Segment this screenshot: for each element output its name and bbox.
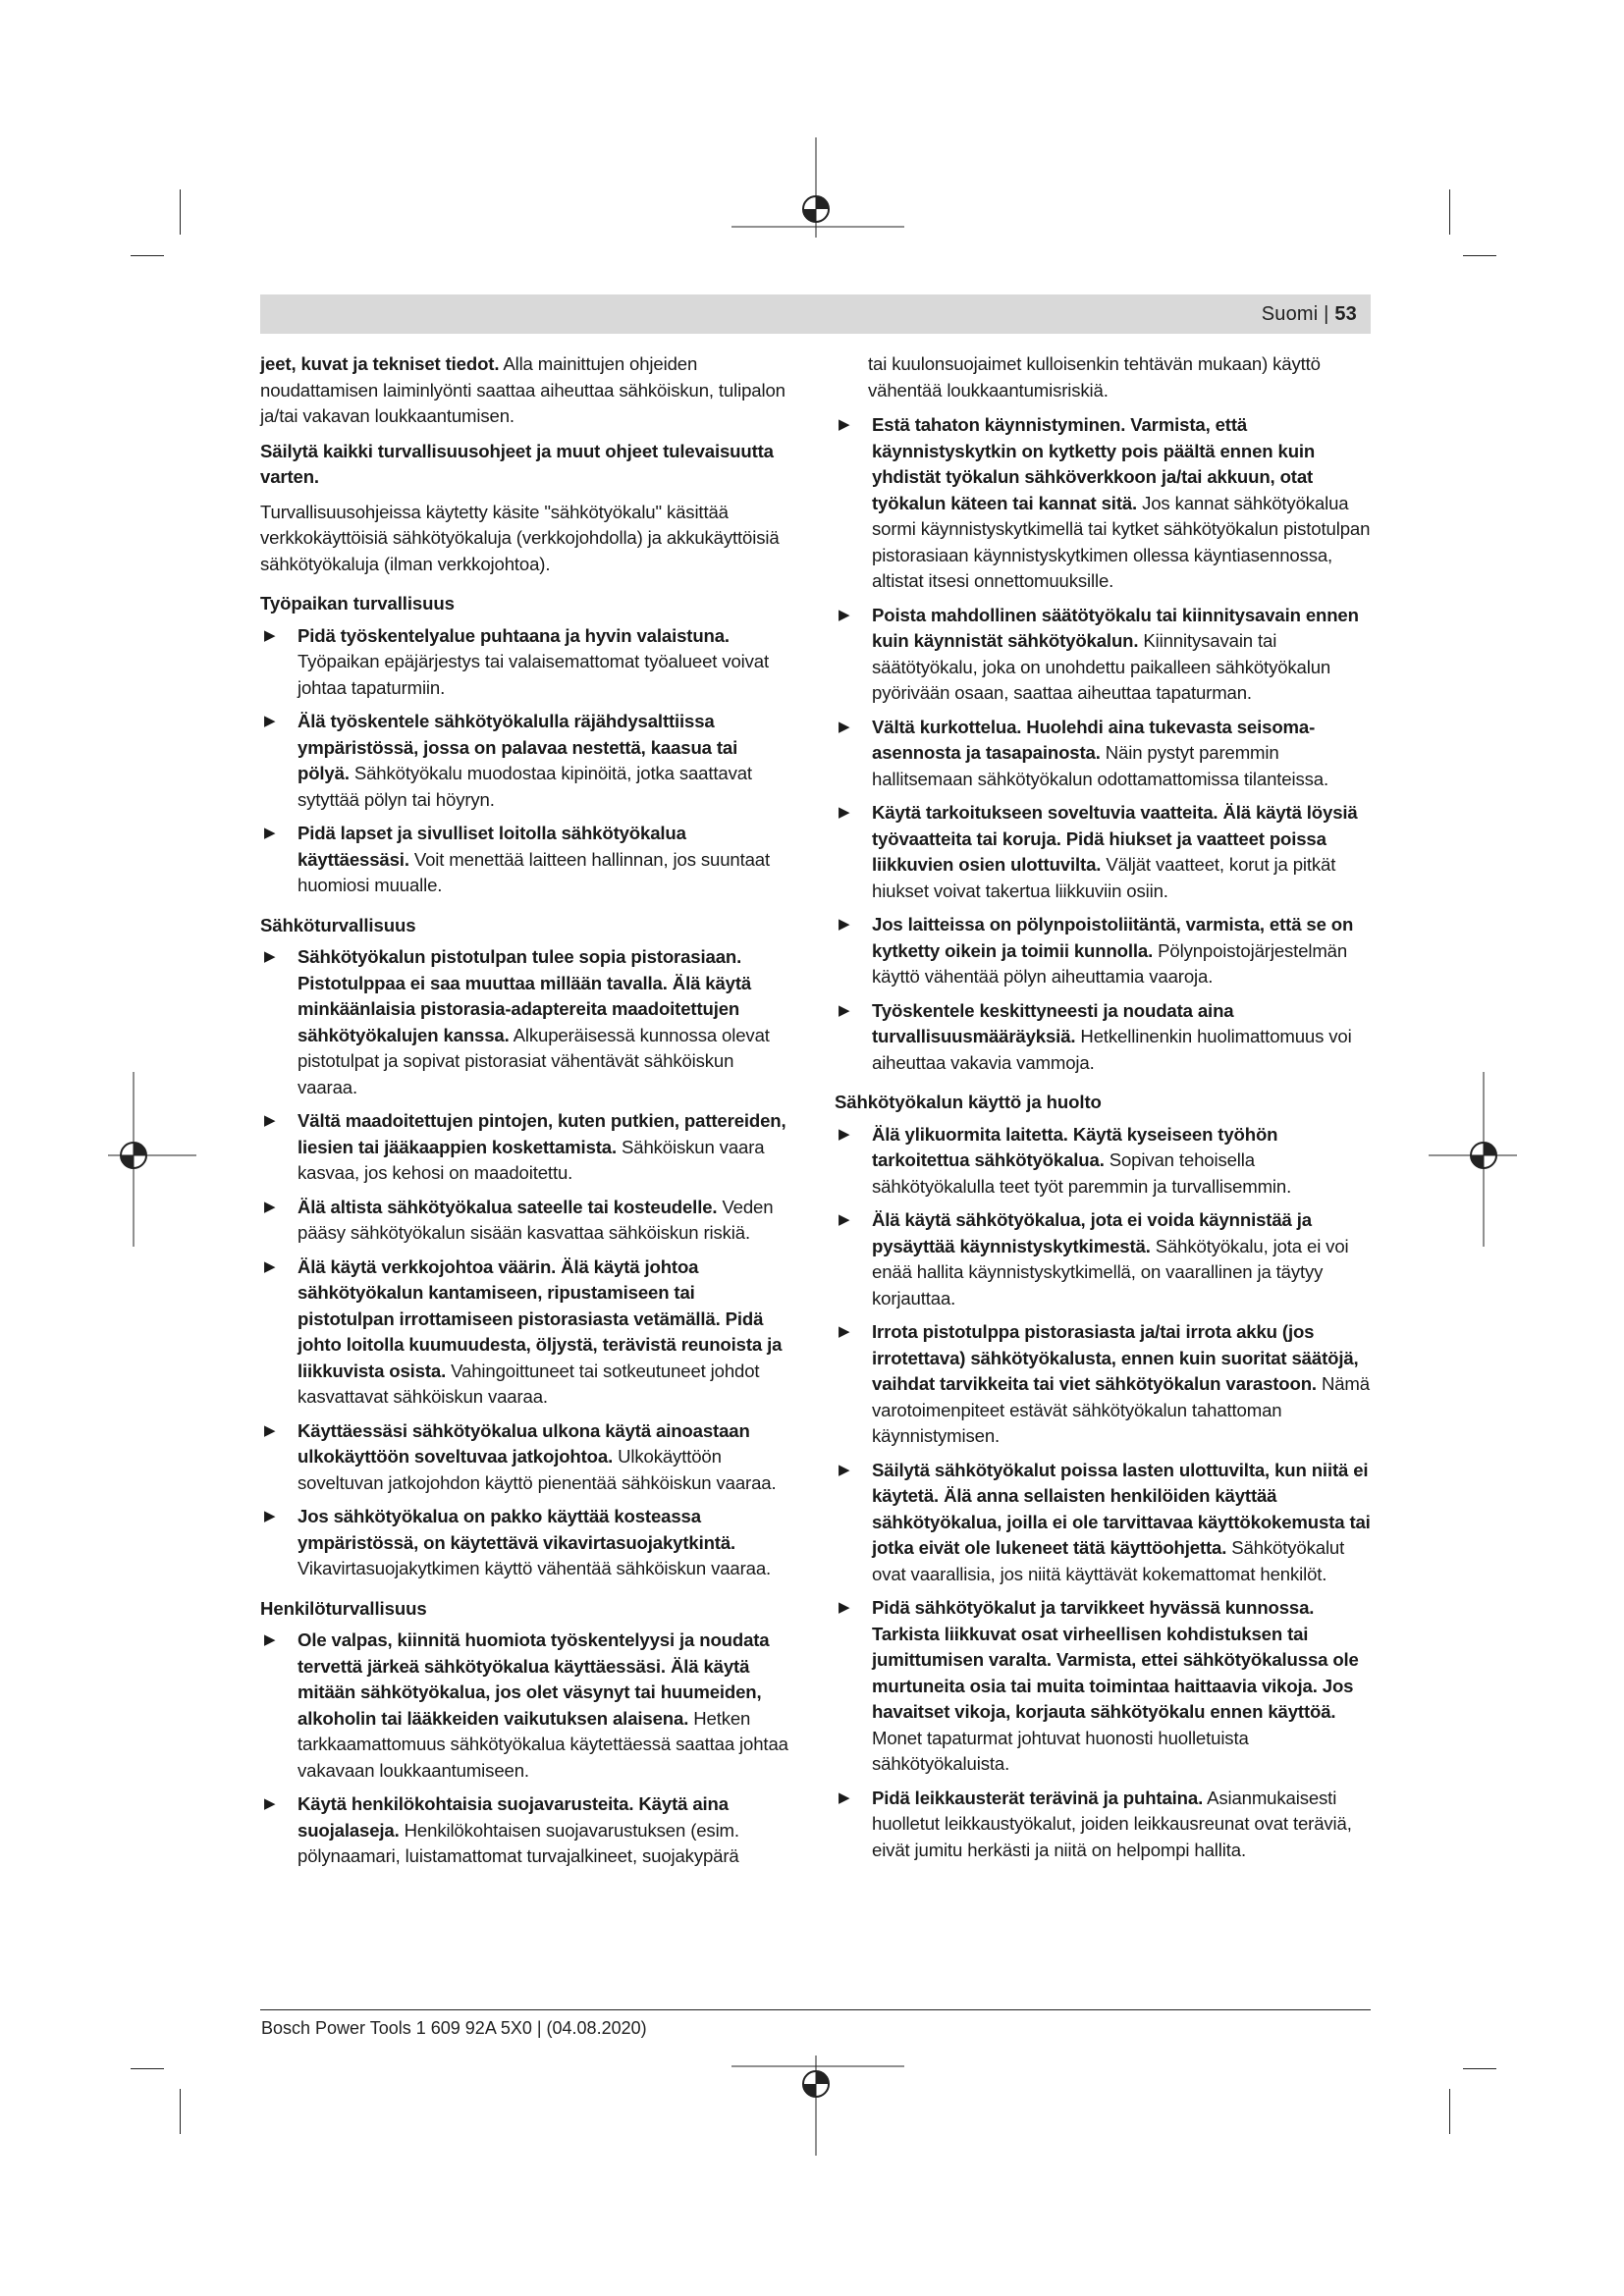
item-lead: Älä altista sähkötyökalua sateelle tai kosteudelle.: [298, 1196, 718, 1217]
item-lead: Irrota pistotulppa pistorasiasta ja/tai irrota akku (jos irrotettava) sähkötyökalusta, ennen kuin suoritat säätöjä, vaihdat tarvikkeita tai viet sähkötyökalun varastoon.: [872, 1321, 1359, 1394]
item-text: Näin pystyt paremmin hallitsemaan sähkötyökalun odottamattomissa tilanteissa.: [872, 742, 1328, 789]
list-item: [835, 1122, 1371, 1201]
continuation-paragraph: tai kuulonsuojaimet kulloisenkin tehtävän mukaan) käyttö vähentää loukkaantumisriskiä.: [868, 353, 1321, 400]
section-heading: Työpaikan turvallisuus: [260, 593, 455, 614]
intro-lead: jeet, kuvat ja tekniset tiedot.: [260, 353, 500, 374]
list-item: [260, 1504, 788, 1582]
page-footer: Bosch Power Tools 1 609 92A 5X0 | (04.08.2020): [261, 2018, 647, 2038]
crop-mark: [180, 189, 181, 235]
crop-mark: [1463, 255, 1496, 256]
definition-paragraph: Turvallisuusohjeissa käytetty käsite "sähkötyökalu" käsittää verkkokäyttöisiä sähkötyökaluja (verkkojohdolla) ja akkukäyttöisiä sähkötyökaluja (ilman verkkojohtoa).: [260, 501, 780, 574]
item-text: Monet tapaturmat johtuvat huonosti huolletuista sähkötyökaluista.: [872, 1727, 1249, 1774]
item-lead: Käytä henkilökohtaisia suojavarusteita. Käytä aina suojalaseja.: [298, 1793, 729, 1841]
bullet-arrow-icon: ▶: [264, 825, 276, 841]
list-item: [835, 1319, 1371, 1450]
item-text: Vahingoittuneet tai sotkeutuneet johdot kasvattavat sähköiskun vaaraa.: [298, 1360, 760, 1407]
item-text: Sähkötyökalu, jota ei voi enää hallita käynnistyskytkimellä, on vaarallinen ja täytyy korjauttaa.: [872, 1235, 1349, 1308]
header-label: [1262, 303, 1357, 326]
bullet-arrow-icon: ▶: [839, 804, 850, 821]
item-text: Voit menettää laitteen hallinnan, jos suuntaat huomiosi muualle.: [298, 848, 770, 895]
list-item: [260, 1195, 788, 1247]
list-item: [835, 715, 1371, 793]
crop-mark: [1449, 189, 1450, 235]
section-heading: Sähköturvallisuus: [260, 914, 416, 935]
registration-target-icon: [731, 137, 908, 238]
list-item: [835, 1207, 1371, 1311]
bullet-arrow-icon: ▶: [264, 1112, 276, 1129]
item-lead: Sähkötyökalun pistotulpan tulee sopia pistorasiaan. Pistotulppaa ei saa muuttaa millään tavalla. Älä käytä minkäänlaisia pistorasia-adaptereita maadoitettujen sähkötyökalujen kanssa.: [298, 946, 752, 1045]
item-text: Väljät vaatteet, korut ja pitkät hiukset voivat takertua liikkuviin osiin.: [872, 854, 1336, 901]
item-lead: Pidä sähkötyökalut ja tarvikkeet hyvässä kunnossa. Tarkista liikkuvat osat virheellisen kohdistuksen tai jumittumisen varalta. Varmista, ettei sähkötyökalussa ole murtuneita osia tai muita toimintaa haittaavia vikoja. Jos havaitset vikoja, korjauta sähkötyökalu ennen käyttöä.: [872, 1597, 1359, 1722]
item-text: Vikavirtasuojakytkimen käyttö vähentää sähköiskun vaaraa.: [298, 1558, 772, 1578]
crop-mark: [1463, 2068, 1496, 2069]
list-item: [835, 603, 1371, 707]
list-item: [835, 1786, 1371, 1864]
list-item: [260, 1628, 788, 1784]
registration-target-icon: [731, 2056, 908, 2156]
crop-mark: [131, 2068, 164, 2069]
header-section: Suomi: [1261, 303, 1319, 325]
bullet-arrow-icon: ▶: [264, 1631, 276, 1648]
list-item: [260, 1418, 788, 1497]
item-text: Sähkötyökalu muodostaa kipinöitä, jotka saattavat sytyttää pölyn tai höyryn.: [298, 763, 752, 810]
bullet-arrow-icon: ▶: [264, 1795, 276, 1812]
bullet-arrow-icon: ▶: [839, 416, 850, 433]
list-item: [260, 1108, 788, 1187]
bullet-arrow-icon: ▶: [264, 1508, 276, 1524]
list-item: [835, 800, 1371, 904]
item-text: Pölynpoistojärjestelmän käyttö vähentää pölyn aiheuttamia vaaroja.: [872, 939, 1348, 987]
list-item: [260, 1255, 788, 1411]
item-lead: Ole valpas, kiinnitä huomiota työskentelyysi ja noudata tervettä järkeä sähkötyökalua käyttäessäsi. Älä käytä mitään sähkötyökalua, jos olet väsynyt tai huumeiden, alkoholin tai lääkkeiden vaikutuksen alaisena.: [298, 1629, 770, 1729]
list-item: [260, 623, 788, 702]
item-text: Sopivan tehoisella sähkötyökalulla teet työt paremmin ja turvallisemmin.: [872, 1149, 1292, 1197]
header-separator: |: [1324, 303, 1329, 325]
item-lead: Pidä työskentelyalue puhtaana ja hyvin valaistuna.: [298, 624, 730, 646]
item-text: Ulkokäyttöön soveltuvan jatkojohdon käyttö pienentää sähköiskun vaaraa.: [298, 1446, 777, 1493]
item-text: Kiinnitysavain tai säätötyökalu, joka on unohdettu paikalleen sähkötyökalun pyörivään osaan, saattaa aiheuttaa tapaturman.: [872, 630, 1331, 703]
item-lead: Säilytä sähkötyökalut poissa lasten ulottuvilta, kun niitä ei käytetä. Älä anna sellaisten henkilöiden käyttää sähkötyökalua, joilla ei ole tarvittavaa käyttökokemusta tai jotka eivät ole lukeneet tätä käyttöohjetta.: [872, 1459, 1371, 1558]
page-number: 53: [1334, 303, 1357, 325]
list-item: [835, 998, 1371, 1077]
bullet-arrow-icon: ▶: [839, 1461, 850, 1478]
item-lead: Estä tahaton käynnistyminen. Varmista, että käynnistyskytkin on kytketty pois päältä ennen kuin yhdistät työkalun sähköverkkoon ja/tai akkuun, otat työkalun käteen tai kannat sitä.: [872, 414, 1316, 513]
item-text: Nämä varotoimenpiteet estävät sähkötyökalun tahattoman käynnistymisen.: [872, 1373, 1370, 1446]
list-item: [835, 412, 1371, 595]
intro-text: Alla mainittujen ohjeiden noudattamisen laiminlyönti saattaa aiheuttaa sähköiskun, tulipalon ja/tai vakavan loukkaantumisen.: [260, 353, 785, 426]
bullet-arrow-icon: ▶: [839, 1789, 850, 1806]
item-text: Sähköiskun vaara kasvaa, jos kehosi on maadoitettu.: [298, 1136, 765, 1183]
bullet-arrow-icon: ▶: [264, 713, 276, 729]
item-text: Työpaikan epäjärjestys tai valaisemattomat työalueet voivat johtaa tapaturmiin.: [298, 651, 770, 698]
bullet-arrow-icon: ▶: [839, 1211, 850, 1228]
bullet-arrow-icon: ▶: [839, 1001, 850, 1019]
footer-divider: [260, 2009, 1371, 2010]
item-text: Veden pääsy sähkötyökalun sisään kasvattaa sähköiskun riskiä.: [298, 1196, 774, 1243]
crop-mark: [131, 255, 164, 256]
bullet-arrow-icon: ▶: [839, 1323, 850, 1340]
item-lead: Pidä lapset ja sivulliset loitolla sähkötyökalua käyttäessäsi.: [298, 823, 686, 870]
bullet-arrow-icon: ▶: [264, 1421, 276, 1439]
keep-instructions-text: Säilytä kaikki turvallisuusohjeet ja muut ohjeet tulevaisuutta varten.: [260, 440, 774, 487]
bullet-arrow-icon: ▶: [839, 606, 850, 623]
item-lead: Jos laitteissa on pölynpoistoliitäntä, varmista, että se on kytketty oikein ja toimii kunnolla.: [872, 914, 1354, 961]
item-text: Hetken tarkkaamattomuus sähkötyökalua käytettäessä saattaa johtaa vakavaan loukkaantumiseen.: [298, 1707, 788, 1781]
item-lead: Älä käytä verkkojohtoa väärin. Älä käytä johtoa sähkötyökalun kantamiseen, ripustamiseen tai pistotulpan irrottamiseen pistorasiasta vetämällä. Pidä johto loitolla kuumuudesta, öljystä, terävistä reunoista ja liikkuvista osista.: [298, 1255, 783, 1381]
list-item: [835, 1458, 1371, 1588]
item-text: Jos kannat sähkötyökalua sormi käynnistyskytkimellä tai kytket sähkötyökalun pistotulpan pistorasiaan käynnistyskytkimen ollessa käyntiasennossa, altistat itsesi onnettomuuksille.: [872, 492, 1371, 591]
list-item: [835, 1595, 1371, 1778]
registration-target-icon: [1429, 1072, 1517, 1249]
bullet-arrow-icon: ▶: [264, 1198, 276, 1215]
item-lead: Älä ylikuormita laitetta. Käytä kyseiseen työhön tarkoitettua sähkötyökalua.: [872, 1123, 1278, 1170]
item-text: Henkilökohtaisen suojavarustuksen (esim. pölynaamari, luistamattomat turvajalkineet, suojakypärä: [298, 1819, 739, 1866]
item-lead: Vältä kurkottelua. Huolehdi aina tukevasta seisoma-asennosta ja tasapainosta.: [872, 716, 1316, 763]
item-lead: Poista mahdollinen säätötyökalu tai kiinnitysavain ennen kuin käynnistät sähkötyökalun.: [872, 604, 1359, 651]
crop-mark: [1449, 2089, 1450, 2134]
bullet-arrow-icon: ▶: [839, 1125, 850, 1143]
crop-mark: [180, 2089, 181, 2134]
left-column: [260, 351, 788, 1878]
item-lead: Käyttäessäsi sähkötyökalua ulkona käytä ainoastaan ulkokäyttöön soveltuvaa jatkojohtoa.: [298, 1419, 750, 1467]
item-text: Sähkötyökalut ovat vaarallisia, jos niitä käyttävät kokemattomat henkilöt.: [872, 1537, 1345, 1584]
keep-instructions: [260, 439, 788, 491]
section-heading: Henkilöturvallisuus: [260, 1597, 427, 1619]
item-text: Asianmukaisesti huolletut leikkaustyökalut, joiden leikkausreunat ovat teräviä, eivät jumitu herkästi ja niitä on helpompi hallita.: [872, 1787, 1352, 1860]
list-item: [260, 709, 788, 813]
item-text: Hetkellinenkin huolimattomuus voi aiheuttaa vakavia vammoja.: [872, 1026, 1352, 1073]
bullet-arrow-icon: ▶: [264, 626, 276, 644]
intro-paragraph: [260, 351, 788, 430]
bullet-arrow-icon: ▶: [264, 948, 276, 965]
list-item: [835, 912, 1371, 990]
right-column: [835, 351, 1371, 1871]
item-lead: Jos sähkötyökalua on pakko käyttää kosteassa ympäristössä, on käytettävä vikavirtasuojakytkintä.: [298, 1506, 736, 1553]
bullet-arrow-icon: ▶: [839, 718, 850, 735]
list-item: [260, 944, 788, 1100]
list-item: [260, 1791, 788, 1870]
page-header: [260, 294, 1371, 334]
item-lead: Vältä maadoitettujen pintojen, kuten putkien, pattereiden, liesien tai jääkaappien koskettamista.: [298, 1110, 786, 1157]
item-text: Alkuperäisessä kunnossa olevat pistotulpat ja sopivat pistorasiat vähentävät sähköiskun vaaraa.: [298, 1024, 770, 1097]
item-lead: Pidä leikkausterät terävinä ja puhtaina.: [872, 1787, 1204, 1808]
bullet-arrow-icon: ▶: [264, 1257, 276, 1275]
item-lead: Työskentele keskittyneesti ja noudata aina turvallisuusmääräyksiä.: [872, 999, 1234, 1046]
item-lead: Älä työskentele sähkötyökalulla räjähdysalttiissa ympäristössä, jossa on palavaa nestettä, kaasua tai pölyä.: [298, 711, 738, 783]
list-item: [260, 821, 788, 899]
bullet-arrow-icon: ▶: [839, 1599, 850, 1616]
bullet-arrow-icon: ▶: [839, 916, 850, 933]
registration-target-icon: [108, 1072, 196, 1249]
item-lead: Älä käytä sähkötyökalua, jota ei voida käynnistää ja pysäyttää käynnistyskytkimestä.: [872, 1209, 1312, 1256]
section-heading: Sähkötyökalun käyttö ja huolto: [835, 1092, 1102, 1112]
item-lead: Käytä tarkoitukseen soveltuvia vaatteita. Älä käytä löysiä työvaatteita tai koruja. Pidä hiukset ja vaatteet poissa liikkuvien osien ulottuvilta.: [872, 802, 1358, 875]
